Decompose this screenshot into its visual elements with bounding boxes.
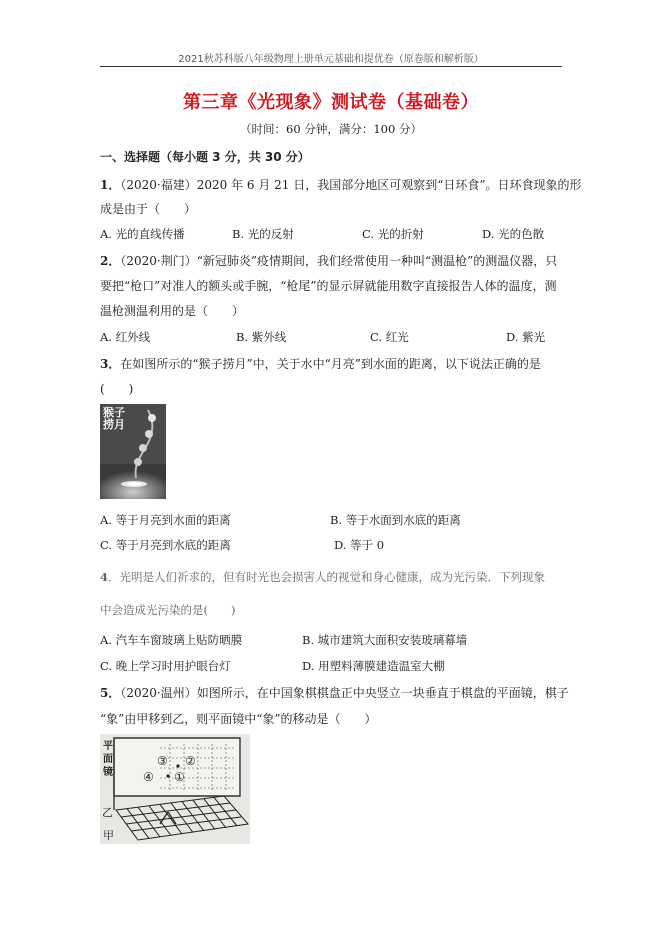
question-2-text-1: （2020·荆门）“新冠肺炎”疫情期间，我们经常使用一种叫“测温枪”的测温仪器，只 [120, 254, 558, 268]
question-2-option-d[interactable]: D. 紫光 [506, 330, 546, 344]
question-4-option-a[interactable]: A. 汽车车窗玻璃上贴防晒膜 [100, 633, 243, 647]
question-3-number: 3． [100, 357, 121, 371]
question-4-option-b[interactable]: B. 城市建筑大面积安装玻璃幕墙 [302, 633, 468, 647]
question-4-option-c[interactable]: C. 晚上学习时用护眼台灯 [100, 659, 231, 673]
question-2-number: 2． [100, 254, 121, 268]
question-1-option-b[interactable]: B. 光的反射 [232, 227, 294, 241]
label-yi: 乙 [102, 806, 113, 819]
question-1-line-1 [100, 176, 582, 193]
question-4-text-2: 中会造成光污染的是( ) [100, 603, 236, 617]
question-3-text-1: 在如图所示的“猴子捞月”中，关于水中“月亮”到水面的距离，以下说法正确的是 [120, 357, 541, 371]
question-4-text-1: ．光明是人们祈求的，但有时光也会损害人的视觉和身心健康，成为光污染．下列现象 [108, 570, 546, 584]
question-3-option-a[interactable]: A. 等于月亮到水面的距离 [100, 513, 231, 527]
question-5-text-1: （2020·温州）如图所示，在中国象棋棋盘正中央竖立一块垂直于棋盘的平面镜，棋子 [120, 686, 569, 700]
question-2-text-2: 要把“枪口”对准人的额头或手腕，“枪尾”的显示屏就能用数字直接报告人体的温度，测 [100, 279, 557, 293]
question-1-option-c[interactable]: C. 光的折射 [362, 227, 424, 241]
chess-mirror-drawing [100, 734, 250, 844]
chess-mirror-figure [100, 734, 250, 844]
question-5-line-1 [100, 684, 569, 701]
question-4-option-d[interactable]: D. 用塑料薄膜建造温室大棚 [302, 659, 445, 673]
question-1-number: 1． [100, 178, 121, 192]
marker-4: ④ [143, 770, 154, 784]
page-subtitle: （时间：60 分钟，满分：100 分） [240, 122, 422, 136]
question-2-line-1 [100, 252, 557, 269]
question-4-line-1 [100, 569, 545, 585]
question-3-line-1 [100, 355, 541, 372]
question-2-option-a[interactable]: A. 红外线 [100, 330, 151, 344]
question-1-option-a[interactable]: A. 光的直线传播 [100, 227, 185, 241]
question-1-text-1: （2020·福建）2020 年 6 月 21 日，我国部分地区可观察到“日环食”。日环食现象的形 [120, 178, 582, 192]
question-1-option-d[interactable]: D. 光的色散 [482, 227, 545, 241]
header-divider [100, 66, 562, 67]
marker-1: ① [174, 770, 185, 784]
label-jia: 甲 [103, 829, 114, 842]
question-3-option-d[interactable]: D. 等于 0 [334, 538, 385, 552]
question-1-text-2: 成是由于（ ） [100, 202, 197, 216]
question-2-text-3: 温枪测温利用的是（ ） [100, 304, 245, 318]
question-3-option-c[interactable]: C. 等于月亮到水底的距离 [100, 538, 231, 552]
question-3-text-2: ( ) [100, 382, 134, 396]
running-header: 2021秋苏科版八年级物理上册单元基础和提优卷（原卷版和解析版） [178, 54, 484, 65]
monkey-moon-image [100, 404, 166, 499]
question-5-text-2: “象”由甲移到乙，则平面镜中“象”的移动是（ ） [100, 712, 377, 726]
mirror-label: 平面镜 [103, 741, 113, 778]
question-5-number: 5． [100, 686, 121, 700]
question-2-option-c[interactable]: C. 红光 [370, 330, 409, 344]
monkey-moon-image-caption: 猴子捞月 [103, 406, 125, 431]
question-2-option-b[interactable]: B. 紫外线 [236, 330, 287, 344]
marker-2: ② [185, 754, 196, 768]
section-heading: 一、选择题（每小题 3 分，共 30 分） [100, 150, 310, 164]
marker-3: ③ [157, 754, 168, 768]
question-3-option-b[interactable]: B. 等于水面到水底的距离 [330, 513, 461, 527]
question-4-number: 4 [100, 570, 109, 584]
page-title: 第三章《光现象》测试卷（基础卷） [183, 92, 479, 113]
